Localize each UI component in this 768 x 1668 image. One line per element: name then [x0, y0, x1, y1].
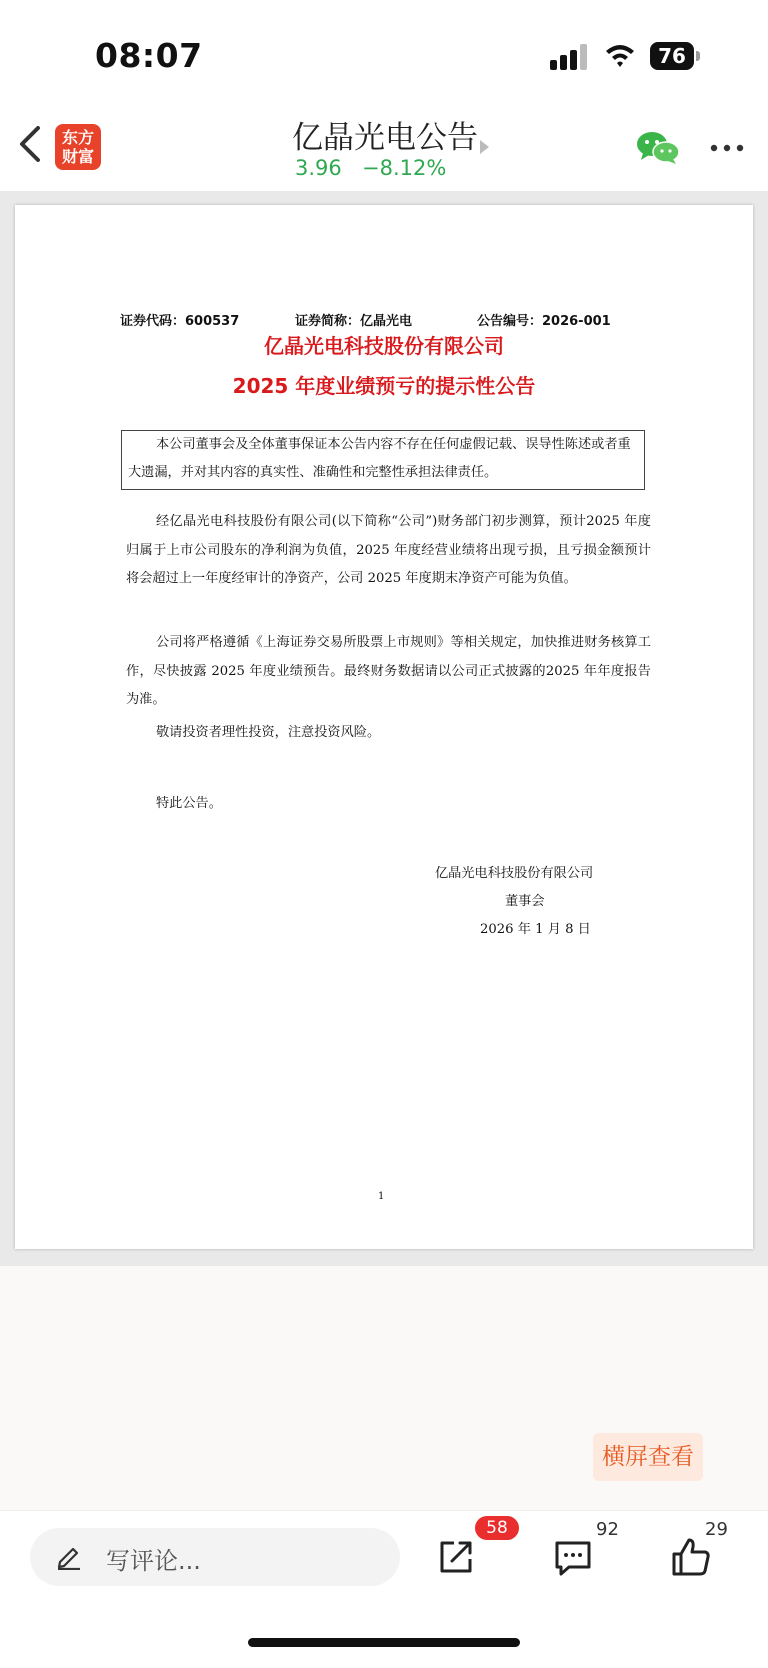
security-short-name: 证券简称：亿晶光电	[295, 314, 413, 329]
cellular-signal-icon	[550, 44, 590, 70]
document-page	[15, 205, 753, 1249]
status-time: 08:07	[95, 36, 203, 75]
comment-count: 92	[596, 1519, 619, 1540]
like-count: 29	[705, 1519, 728, 1540]
battery-tip	[696, 51, 700, 61]
stock-price: 3.96	[295, 156, 342, 180]
document-viewer[interactable]	[0, 191, 768, 1266]
comment-input[interactable]	[30, 1528, 400, 1586]
stock-change: −8.12%	[362, 156, 447, 180]
landscape-view-button[interactable]: 横屏查看	[593, 1433, 703, 1481]
disclaimer-box: 本公司董事会及全体董事保证本公告内容不存在任何虚假记载、误导性陈述或者重大遗漏，并对其内容的真实性、准确性和完整性承担法律责任。	[121, 430, 645, 490]
signature-company: 亿晶光电科技股份有限公司	[435, 866, 594, 881]
thumbs-up-icon[interactable]	[670, 1536, 712, 1578]
title-arrow-icon[interactable]	[480, 140, 489, 154]
wifi-icon	[604, 42, 636, 68]
back-arrow-icon[interactable]	[14, 122, 44, 166]
signature-date: 2026 年 1 月 8 日	[480, 922, 591, 937]
comment-placeholder: 写评论...	[106, 1547, 201, 1575]
doc-title-line-2: 2025 年度业绩预亏的提示性公告	[232, 374, 536, 398]
share-count-badge: 58	[475, 1516, 519, 1540]
battery-level: 76	[650, 42, 694, 70]
doc-title-line-1: 亿晶光电科技股份有限公司	[264, 334, 504, 358]
nav-header	[0, 100, 768, 191]
page-number: 1	[378, 1191, 385, 1202]
page-title[interactable]: 亿晶光电公告	[292, 120, 478, 156]
pencil-icon	[56, 1544, 82, 1570]
notice-number: 公告编号：2026-001	[477, 314, 611, 329]
share-icon[interactable]	[436, 1537, 476, 1577]
paragraph-3: 敬请投资者理性投资，注意投资风险。	[156, 725, 381, 740]
home-indicator[interactable]	[248, 1638, 520, 1647]
signature-board: 董事会	[505, 894, 545, 909]
battery-icon	[650, 42, 700, 70]
paragraph-1: 经亿晶光电科技股份有限公司(以下简称“公司”)财务部门初步测算，预计2025 年度归属于上市公司股东的净利润为负值，2025 年度经营业绩将出现亏损，且亏损金额预计将会超过上一年度经审计的净资产，公司 2025 年度期末净资产可能为负值。	[126, 514, 651, 586]
logo-line-2: 财富	[61, 147, 94, 166]
wechat-share-icon[interactable]	[636, 130, 680, 166]
logo-line-1: 东方	[61, 128, 94, 147]
status-bar	[0, 0, 768, 100]
more-options-icon[interactable]	[710, 144, 744, 152]
paragraph-4: 特此公告。	[156, 796, 222, 811]
comment-icon[interactable]	[553, 1538, 593, 1578]
app-logo[interactable]	[55, 124, 101, 170]
paragraph-2: 公司将严格遵循《上海证券交易所股票上市规则》等相关规定，加快推进财务核算工作，尽快披露 2025 年度业绩预告。最终财务数据请以公司正式披露的2025 年年度报告为准。	[126, 635, 651, 707]
security-code: 证券代码：600537	[120, 314, 240, 329]
